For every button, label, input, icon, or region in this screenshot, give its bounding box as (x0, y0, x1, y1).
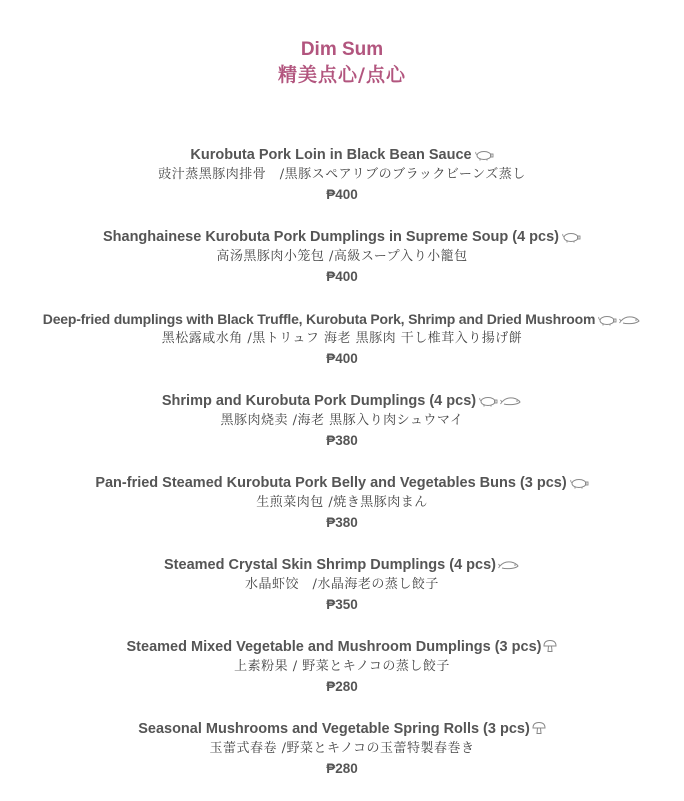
menu-item-subtitle: 黑松露咸水角 /黒トリュフ 海老 黒豚肉 干し椎茸入り揚げ餅 (161, 331, 523, 346)
menu-item-price: ₱380 (326, 515, 358, 530)
shrimp-icon (619, 315, 641, 326)
menu-item (0, 637, 684, 719)
menu-item-price: ₱280 (326, 761, 358, 776)
mushroom-icon (543, 639, 557, 653)
pig-icon (561, 232, 581, 243)
menu-item-name-text: Seasonal Mushrooms and Vegetable Spring Rolls (3 pcs) (138, 721, 530, 737)
menu-item-name (0, 637, 684, 657)
menu-header (0, 38, 684, 88)
menu-item-price: ₱350 (326, 597, 358, 612)
shrimp-icon (500, 396, 522, 407)
menu-item-price: ₱280 (326, 679, 358, 694)
menu-item-name-text: Shrimp and Kurobuta Pork Dumplings (4 pcs) (161, 393, 477, 409)
menu-item-price: ₱380 (326, 433, 358, 448)
pig-icon (569, 478, 589, 489)
menu-item-price: ₱400 (326, 187, 358, 202)
menu-item (0, 719, 684, 801)
menu-item-name-text: Steamed Crystal Skin Shrimp Dumplings (4 pcs) (164, 557, 496, 573)
section-title-english: Dim Sum (300, 39, 384, 60)
menu-item-subtitle: 黑豚肉烧卖 /海老 黒豚入り肉シュウマイ (220, 413, 464, 428)
menu-item-name (0, 719, 684, 739)
menu-item-name (0, 309, 684, 329)
shrimp-icon (498, 560, 520, 571)
menu-item-name (0, 555, 684, 575)
menu-item-subtitle: 上素粉果 / 野菜とキノコの蒸し餃子 (234, 659, 450, 674)
menu-item-name (0, 145, 684, 165)
menu-item (0, 145, 684, 227)
section-title-chinese: 精美点心/点心 (278, 64, 406, 86)
pig-icon (597, 315, 617, 326)
menu-item (0, 473, 684, 555)
menu-item (0, 555, 684, 637)
menu-item-subtitle: 豉汁蒸黑豚肉排骨 /黒豚スペアリブのブラックビーンズ蒸し (158, 167, 526, 182)
menu-item (0, 309, 684, 391)
menu-item-subtitle: 水晶虾饺 /水晶海老の蒸し餃子 (245, 577, 439, 592)
menu-item-subtitle: 生煎菜肉包 /焼き黒豚肉まん (256, 495, 428, 510)
menu-item-name (0, 473, 684, 493)
menu-item-name-text: Pan-fried Steamed Kurobuta Pork Belly and Vegetables Buns (3 pcs) (95, 475, 567, 491)
menu-item-name-text: Steamed Mixed Vegetable and Mushroom Dumplings (3 pcs) (126, 639, 542, 655)
menu-item (0, 227, 684, 309)
menu-item-name-text: Kurobuta Pork Loin in Black Bean Sauce (190, 147, 472, 163)
menu-item-name-text: Shanghainese Kurobuta Pork Dumplings in Supreme Soup (4 pcs) (102, 229, 559, 245)
menu-item-subtitle: 高汤黑豚肉小笼包 /高級スープ入り小籠包 (216, 249, 468, 264)
menu-item-name-text: Deep-fried dumplings with Black Truffle, Kurobuta Pork, Shrimp and Dried Mushroom (42, 311, 596, 327)
pig-icon (478, 396, 498, 407)
pig-icon (474, 150, 494, 161)
menu-item-price: ₱400 (326, 351, 358, 366)
mushroom-icon (532, 721, 546, 735)
menu-item (0, 391, 684, 473)
menu-item-name (0, 227, 684, 247)
menu-item-price: ₱400 (326, 269, 358, 284)
menu-item-subtitle: 玉蕾式春卷 /野菜とキノコの玉蕾特製春巻き (209, 741, 475, 756)
menu-item-name (0, 391, 684, 411)
dim-sum-menu-list (0, 145, 684, 801)
